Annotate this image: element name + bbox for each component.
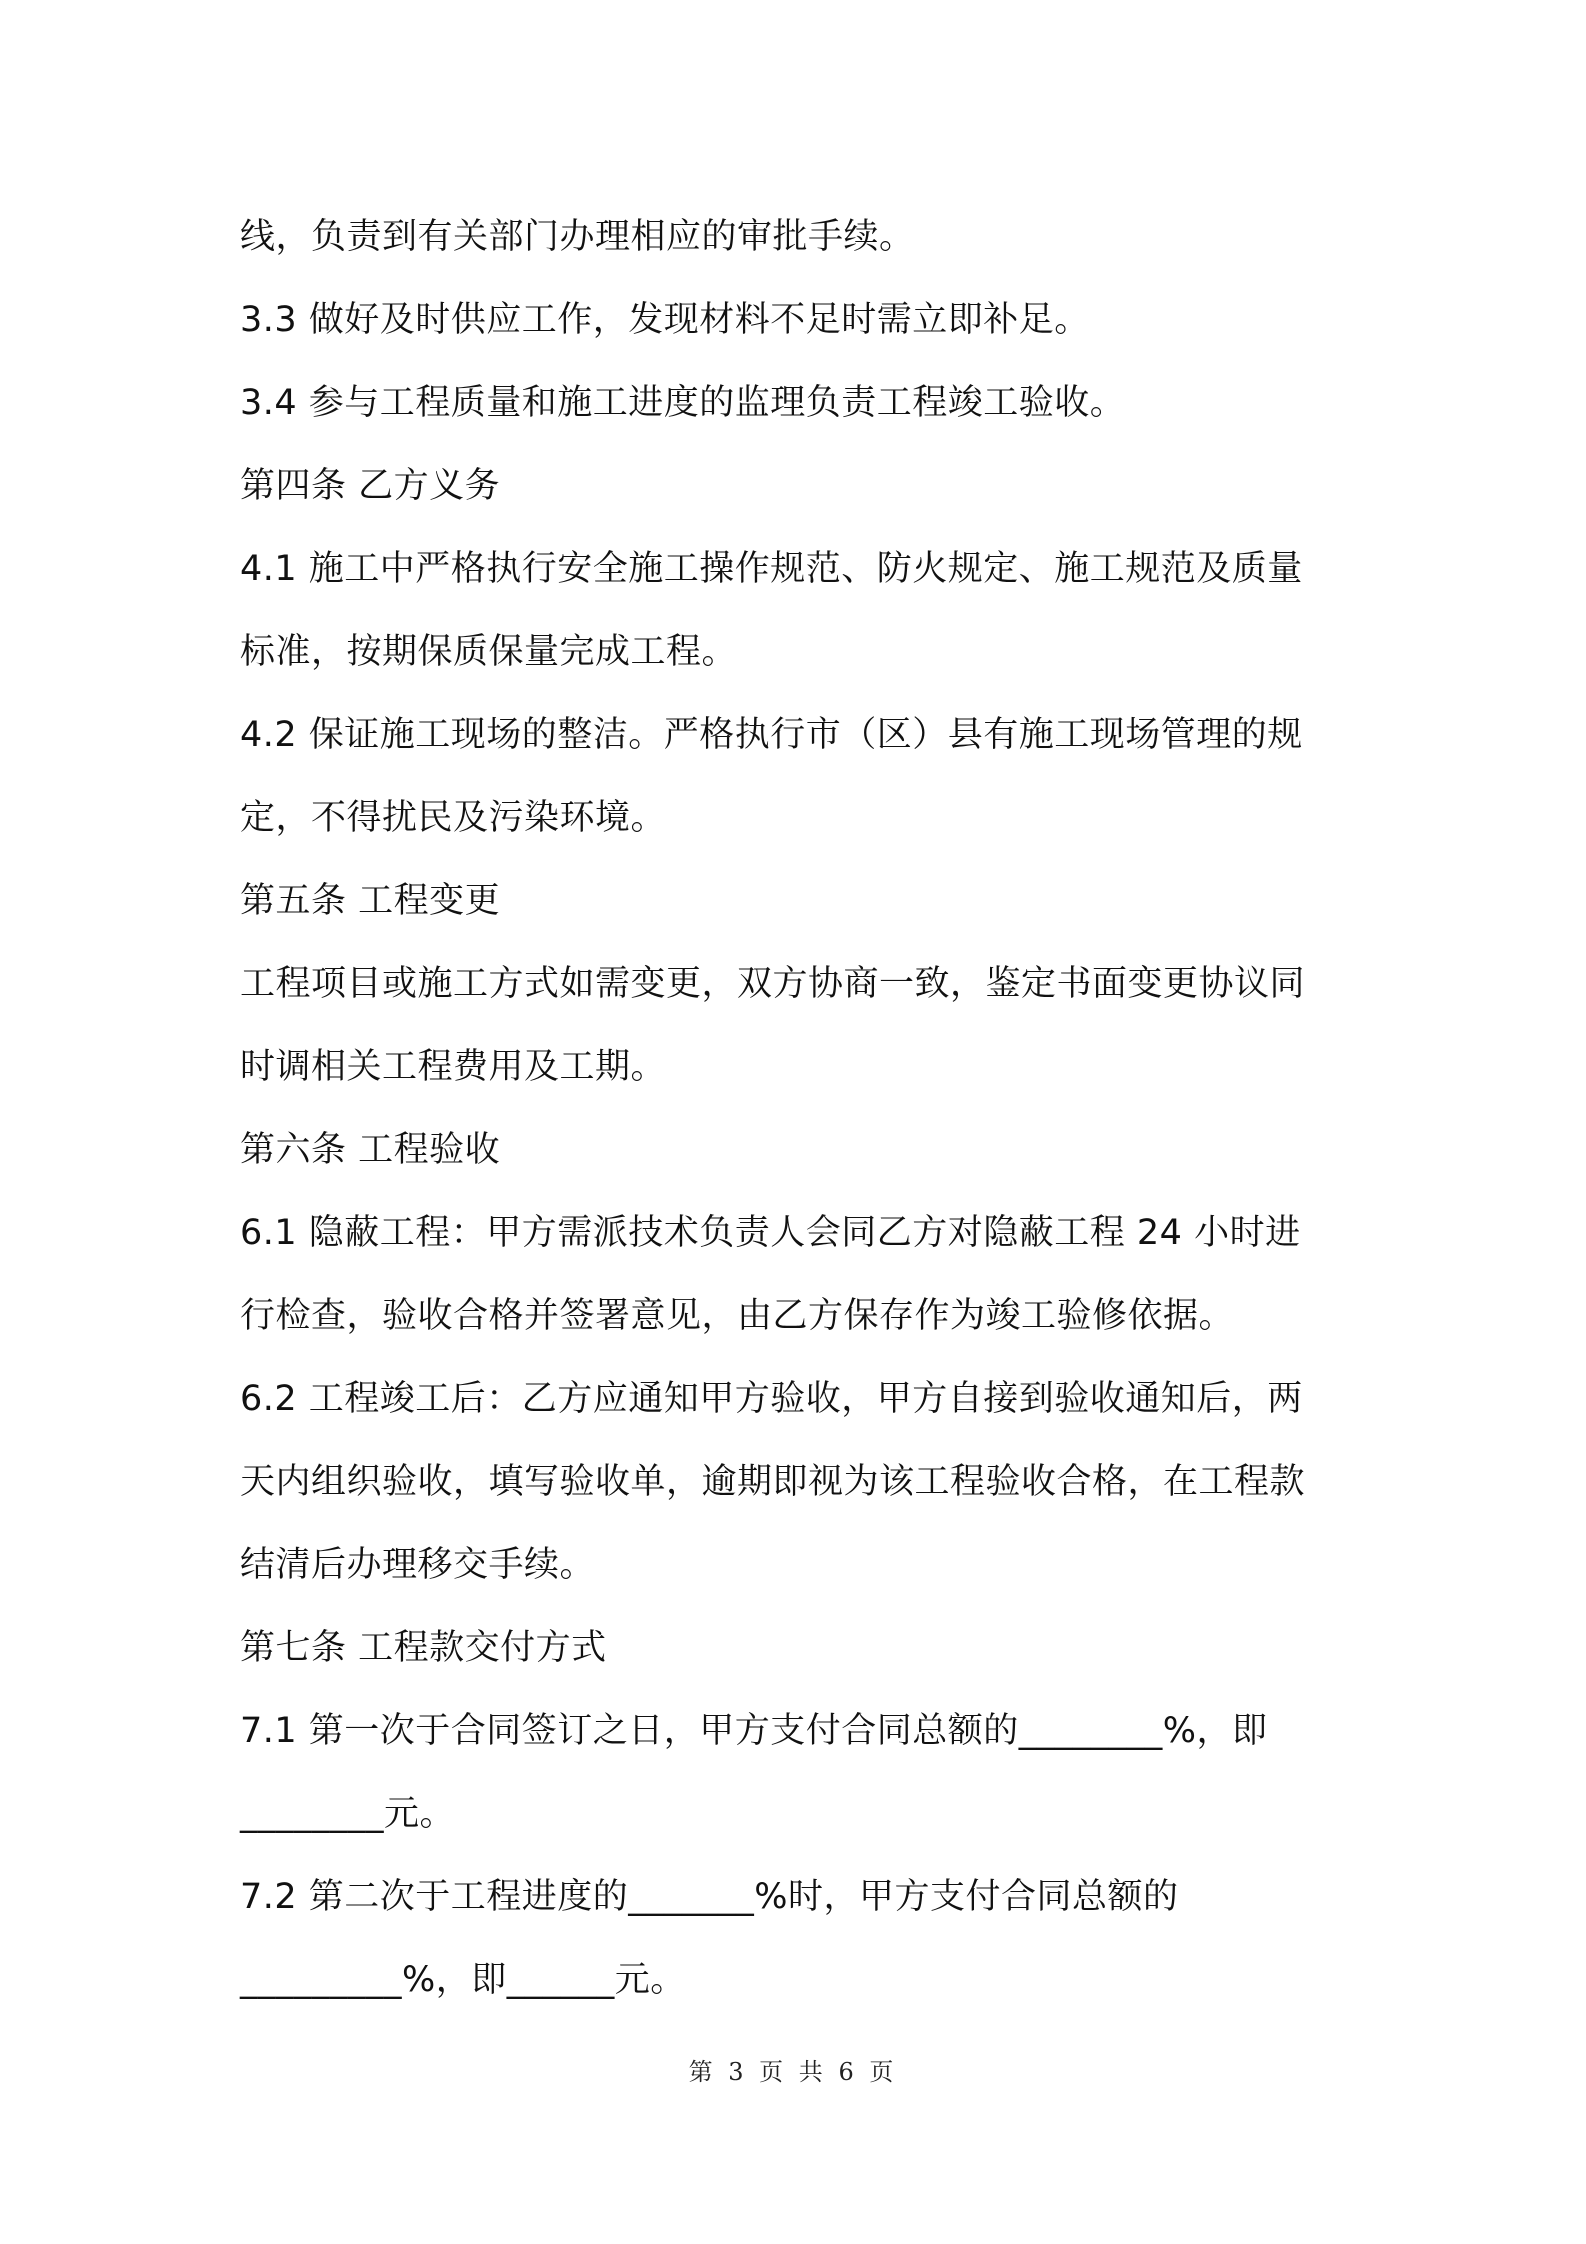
clause-7-2-cont: _________%，即______元。 <box>240 1960 686 2000</box>
article-5-text-cont: 时调相关工程费用及工期。 <box>240 1047 667 1087</box>
clause-6-2: 6.2 工程竣工后：乙方应通知甲方验收，甲方自接到验收通知后，两 <box>240 1379 1303 1419</box>
clause-4-1-cont: 标准，按期保质保量完成工程。 <box>240 632 738 672</box>
article-4-heading: 第四条 乙方义务 <box>240 466 501 506</box>
clause-6-2-cont: 天内组织验收，填写验收单，逾期即视为该工程验收合格，在工程款 <box>240 1462 1306 1502</box>
article-5-heading: 第五条 工程变更 <box>240 881 501 921</box>
clause-4-1: 4.1 施工中严格执行安全施工操作规范、防火规定、施工规范及质量 <box>240 549 1303 589</box>
clause-3-3: 3.3 做好及时供应工作，发现材料不足时需立即补足。 <box>240 300 1090 340</box>
clause-7-1-cont: ________元。 <box>240 1794 456 1834</box>
text-line: 线，负责到有关部门办理相应的审批手续。 <box>240 217 915 257</box>
clause-6-2-cont-2: 结清后办理移交手续。 <box>240 1545 596 1585</box>
clause-6-1: 6.1 隐蔽工程：甲方需派技术负责人会同乙方对隐蔽工程 24 小时进 <box>240 1213 1301 1253</box>
article-5-text: 工程项目或施工方式如需变更，双方协商一致，鉴定书面变更协议同 <box>240 964 1306 1004</box>
clause-4-2-cont: 定，不得扰民及污染环境。 <box>240 798 667 838</box>
clause-4-2: 4.2 保证施工现场的整洁。严格执行市（区）县有施工现场管理的规 <box>240 715 1303 755</box>
article-7-heading: 第七条 工程款交付方式 <box>240 1628 607 1668</box>
page-number-footer: 第 3 页 共 6 页 <box>688 2058 898 2086</box>
clause-6-1-cont: 行检查，验收合格并签署意见，由乙方保存作为竣工验修依据。 <box>240 1296 1235 1336</box>
clause-7-1: 7.1 第一次于合同签订之日，甲方支付合同总额的________%，即 <box>240 1711 1268 1751</box>
document-body <box>240 196 1360 2022</box>
clause-7-2: 7.2 第二次于工程进度的_______%时，甲方支付合同总额的 <box>240 1877 1179 1917</box>
clause-3-4: 3.4 参与工程质量和施工进度的监理负责工程竣工验收。 <box>240 383 1126 423</box>
article-6-heading: 第六条 工程验收 <box>240 1130 501 1170</box>
